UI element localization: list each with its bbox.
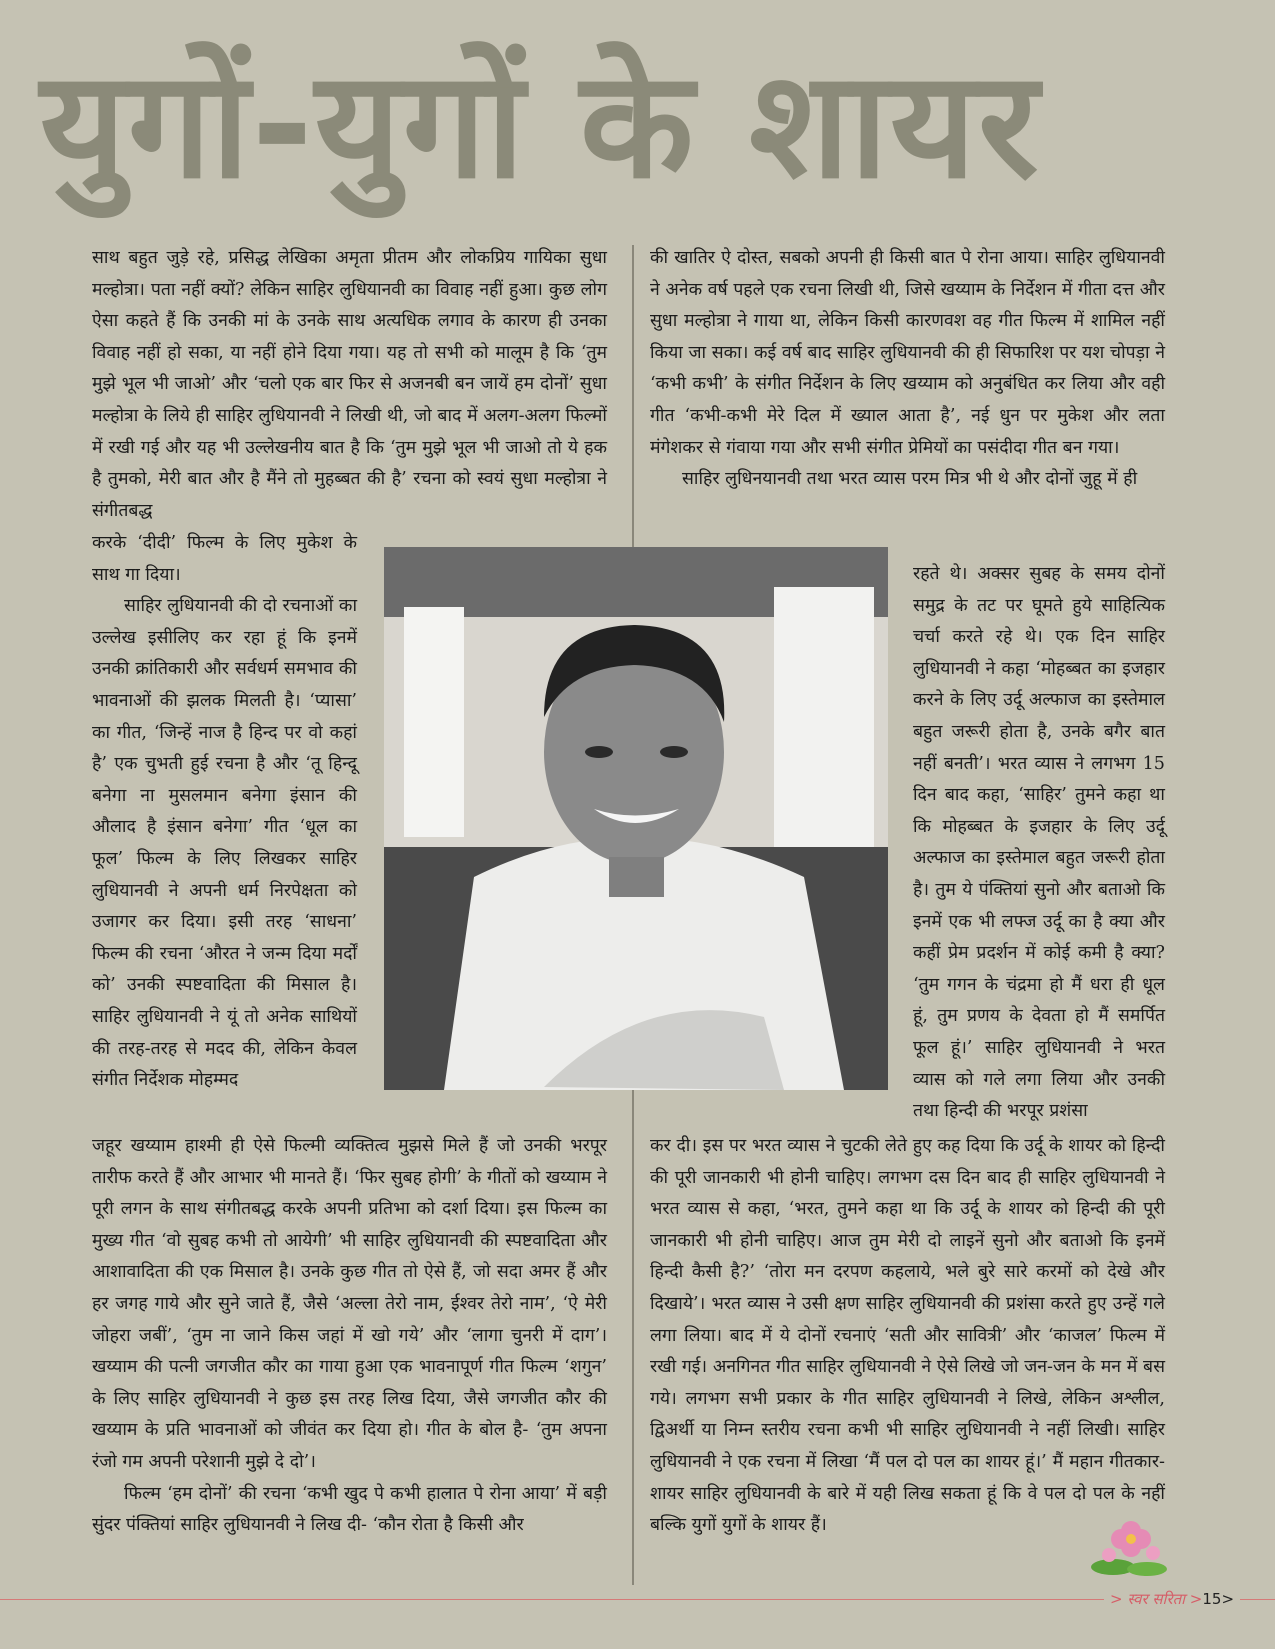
footer-rule	[0, 1599, 1275, 1600]
paragraph: करके ‘दीदी’ फिल्म के लिए मुकेश के साथ गा दिया।	[92, 533, 357, 585]
paragraph: साथ बहुत जुड़े रहे, प्रसिद्ध लेखिका अमृता प्रीतम और लोकप्रिय गायिका सुधा मल्होत्रा। पता नहीं क्यों? लेकिन साहिर लुधियानवी का विवाह नहीं हुआ। कुछ लोग ऐसा कहते हैं कि उनकी मां के उनके साथ अत्यधिक लगाव के कारण ही उनका विवाह नहीं हो सका, या नहीं होने दिया गया। यह तो सभी को मालूम है कि ‘तुम मुझे भूल भी जाओ’ और ‘चलो एक बार फिर से अजनबी बन जायें हम दोनों’ सुधा मल्होत्रा के लिये ही साहिर लुधियानवी ने लिखी थी, जो बाद में अलग-अलग फिल्मों में रखी गई और यह भी उल्लेखनीय बात है कि ‘तुम मुझे भूल भी जाओ तो ये हक है तुमको, मेरी बात और है मैंने तो मुहब्बत की है’ रचना को स्वयं सुधा मल्होत्रा ने संगीतबद्ध	[92, 248, 607, 521]
right-column-wrap	[913, 559, 1165, 1128]
paragraph: रहते थे। अक्सर सुबह के समय दोनों समुद्र के तट पर घूमते हुये साहित्यिक चर्चा करते रहे थे। एक दिन साहिर लुधियानवी ने कहा ‘मोहब्बत का इजहार करने के लिए उर्दू अल्फाज का इस्तेमाल बहुत जरूरी होता है, उनके बगैर बात नहीं बनती’। भरत व्यास ने लगभग 15 दिन बाद कहा, ‘साहिर’ तुमने कहा था कि मोहब्बत के इजहार के लिए उर्दू अल्फाज का इस्तेमाल बहुत जरूरी होता है। तुम ये पंक्तियां सुनो और बताओ कि इनमें एक भी लफ्ज उर्दू का है क्या और कहीं प्रेम प्रदर्शन में कोई कमी है क्या? ‘तुम गगन के चंद्रमा हो मैं धरा ही धूल हूं, तुम प्रणय के देवता हो मैं समर्पित फूल हूं।’ साहिर लुधियानवी ने भरत व्यास को गले लगा लिया और उनकी तथा हिन्दी की भरपूर प्रशंसा	[913, 564, 1165, 1122]
page-number: 15>	[1202, 1590, 1235, 1608]
magazine-name: > स्वर सरिता >	[1110, 1590, 1203, 1608]
left-column-bottom	[92, 1131, 607, 1542]
paragraph: फिल्म ‘हम दोनों’ की रचना ‘कभी खुद पे कभी हालात पे रोना आया’ में बड़ी सुंदर पंक्तियां साहिर लुधियानवी ने लिख दी- ‘कौन रोता है किसी और	[92, 1483, 607, 1536]
paragraph: साहिर लुधिनयानवी तथा भरत व्यास परम मित्र भी थे और दोनों जुहू में ही	[682, 469, 1138, 490]
portrait-photo	[384, 547, 888, 1090]
paragraph: कर दी। इस पर भरत व्यास ने चुटकी लेते हुए कह दिया कि उर्दू के शायर को हिन्दी की पूरी जानकारी भी होनी चाहिए। लगभग दस दिन बाद ही साहिर लुधियानवी ने भरत व्यास से कहा, ‘भरत, तुमने कहा था कि उर्दू के शायर को हिन्दी की पूरी जानकारी भी होनी चाहिए। आज तुम मेरी दो लाइनें सुनो और बताओ कि इनमें हिन्दी कैसी है?’ ‘तोरा मन दरपण कहलाये, भले बुरे सारे करमों को देखे और दिखाये’। भरत व्यास ने उसी क्षण साहिर लुधियानवी की प्रशंसा करते हुए उन्हें गले लगा लिया। बाद में ये दोनों रचनाएं ‘सती और सावित्री’ और ‘काजल’ फिल्म में रखी गई। अनगिनत गीत साहिर लुधियानवी ने ऐसे लिखे जो जन-जन के मन में बस गये। लगभग सभी प्रकार के गीत साहिर लुधियानवी ने लिखे, लेकिन अश्लील, द्विअर्थी या निम्न स्तरीय रचना कभी भी साहिर लुधियानवी ने नहीं लिखी। साहिर लुधियानवी ने एक रचना में लिखा ‘मैं पल दो पल का शायर हूं।’ मैं महान गीतकार-शायर साहिर लुधियानवी के बारे में यही लिख सकता हूं कि वे पल दो पल के नहीं बल्कि युगों युगों के शायर हैं।	[650, 1136, 1165, 1536]
right-column-bottom	[650, 1131, 1165, 1542]
left-column-top	[92, 243, 607, 527]
flower-icon	[1085, 1509, 1175, 1581]
footer-magazine	[1104, 1588, 1240, 1610]
right-column-top	[650, 243, 1165, 496]
paragraph: साहिर लुधियानवी की दो रचनाओं का उल्लेख इसीलिए कर रहा हूं कि इनमें उनकी क्रांतिकारी और सर्वधर्म समभाव की भावनाओं की झलक मिलती है। ‘प्यासा’ का गीत, ‘जिन्हें नाज है हिन्द पर वो कहां है’ एक चुभती हुई रचना है और ‘तू हिन्दू बनेगा ना मुसलमान बनेगा इंसान की औलाद है इंसान बनेगा’ गीत ‘धूल का फूल’ फिल्म के लिए लिखकर साहिर लुधियानवी ने अपनी धर्म निरपेक्षता को उजागर कर दिया। इसी तरह ‘साधना’ फिल्म की रचना ‘औरत ने जन्म दिया मर्दों को’ उनकी स्पष्टवादिता की मिसाल है। साहिर लुधियानवी ने यूं तो अनेक साथियों की तरह-तरह से मदद की, लेकिन केवल संगीत निर्देशक मोहम्मद	[92, 596, 357, 1091]
paragraph: की खातिर ऐ दोस्त, सबको अपनी ही किसी बात पे रोना आया। साहिर लुधियानवी ने अनेक वर्ष पहले एक रचना लिखी थी, जिसे खय्याम के निर्देशन में गीता दत्त और सुधा मल्होत्रा ने गाया था, लेकिन किसी कारणवश वह गीत फिल्म में शामिल नहीं किया जा सका। कई वर्ष बाद साहिर लुधियानवी की ही सिफारिश पर यश चोपड़ा ने ‘कभी कभी’ के संगीत निर्देशन के लिए खय्याम को अनुबंधित कर लिया और वही गीत ‘कभी-कभी मेरे दिल में ख्याल आता है’, नई धुन पर मुकेश और लता मंगेशकर से गंवाया गया और सभी संगीत प्रेमियों का पसंदीदा गीत बन गया।	[650, 248, 1165, 458]
article-title: युगों-युगों के शायर	[40, 39, 1041, 211]
left-column-wrap	[92, 528, 357, 1097]
paragraph: जहूर खय्याम हाश्मी ही ऐसे फिल्मी व्यक्तित्व मुझसे मिले हैं जो उनकी भरपूर तारीफ करते हैं और आभार भी मानते हैं। ‘फिर सुबह होगी’ के गीतों को खय्याम ने पूरी लगन के साथ संगीतबद्ध करके अपनी प्रतिभा को दर्शा दिया। इस फिल्म का मुख्य गीत ‘वो सुबह कभी तो आयेगी’ भी साहिर लुधियानवी की स्पष्टवादिता और आशावादिता की एक मिसाल है। उनके कुछ गीत तो ऐसे हैं, जो सदा अमर हैं और हर जगह गाये और सुने जाते हैं, जैसे ‘अल्ला तेरो नाम, ईश्वर तेरो नाम’, ‘ऐ मेरी जोहरा जबीं’, ‘तुम ना जाने किस जहां में खो गये’ और ‘लागा चुनरी में दाग’। खय्याम की पत्नी जगजीत कौर का गाया हुआ एक भावनापूर्ण गीत फिल्म ‘शगुन’ के लिए साहिर लुधियानवी ने कुछ इस तरह लिख दिया, जैसे जगजीत कौर की खय्याम के प्रति भावनाओं को जीवंत कर दिया हो। गीत के बोल है- ‘तुम अपना रंजो गम अपनी परेशानी मुझे दे दो’।	[92, 1136, 607, 1472]
